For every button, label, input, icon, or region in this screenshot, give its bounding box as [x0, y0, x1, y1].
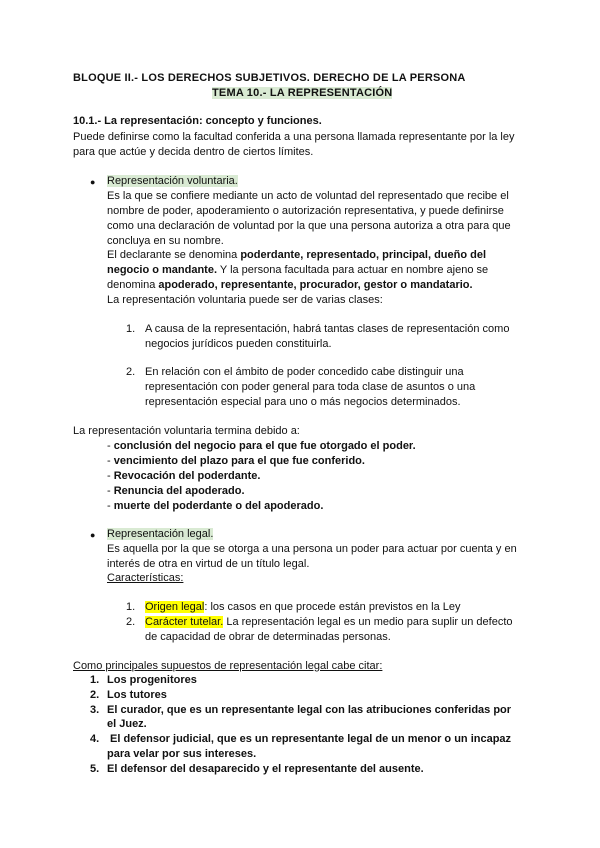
list-item-line: En relación con el ámbito de poder concedido cabe distinguir una [145, 366, 464, 378]
declarante-mid: Y la persona facultada para actuar en nombre ajeno se [217, 264, 489, 276]
supuesto-item: Los progenitores [107, 674, 197, 686]
denomina-pre: denomina [107, 279, 159, 291]
declarante-bold-2: negocio o mandante. [107, 264, 218, 276]
declarante-pre: El declarante se denomina [107, 249, 241, 261]
list-number: 5. [90, 763, 100, 775]
termina-item-text: conclusión del negocio para el que fue otorgado el poder. [113, 440, 416, 452]
denomina-bold: apoderado, representante, procurador, gestor o mandatario. [158, 279, 473, 291]
declarante-line-2 [107, 263, 488, 278]
list-item-line: representación con poder general para toda clase de asuntos o una [145, 381, 476, 393]
caracteristicas-label: Características: [107, 572, 184, 584]
supuesto-item-line2: para velar por sus intereses. [107, 748, 257, 760]
termina-intro: La representación voluntaria termina debido a: [73, 425, 300, 437]
intro-line-2: para que actúe y decida dentro de ciertos límites. [73, 146, 314, 158]
voluntaria-para-line: como una declaración de voluntad por la que una persona autoriza a otra para que [107, 220, 511, 232]
denomina-line [107, 278, 473, 293]
list-number: 4. [90, 733, 100, 745]
declarante-line [107, 248, 486, 263]
voluntaria-heading-text: Representación voluntaria. [107, 175, 238, 187]
legal-list-line2: de capacidad de obrar de determinadas personas. [145, 631, 391, 643]
termina-item [107, 484, 245, 499]
bullet-icon: ● [90, 530, 96, 540]
legal-list-text: : los casos en que procede están previstos en la Ley [204, 601, 461, 613]
list-item-line: A causa de la representación, habrá tantas clases de representación como [145, 323, 510, 335]
list-item-line: representación especial para uno o más negocios determinados. [145, 396, 461, 408]
list-item-line: negocios jurídicos pueden constituirla. [145, 338, 332, 350]
dash: - [107, 455, 114, 467]
bloque-title: BLOQUE II.- LOS DERECHOS SUBJETIVOS. DERECHO DE LA PERSONA [73, 72, 466, 84]
dash: - [107, 500, 114, 512]
legal-para-line: Es aquella por la que se otorga a una persona un poder para actuar por cuenta y en [107, 543, 517, 555]
supuesto-item: Los tutores [107, 689, 167, 701]
declarante-bold: poderdante, representado, principal, dueño del [240, 249, 487, 261]
highlight-term: Carácter tutelar. [145, 616, 224, 628]
list-number: 2. [126, 366, 136, 378]
dash: - [107, 440, 114, 452]
termina-item [107, 439, 416, 454]
list-number: 1. [126, 323, 136, 335]
termina-item-text: vencimiento del plazo para el que fue conferido. [113, 455, 365, 467]
dash: - [107, 485, 114, 497]
legal-heading-text: Representación legal. [107, 528, 214, 540]
legal-list-text: La representación legal es un medio para suplir un defecto [223, 616, 513, 628]
list-number: 1. [126, 601, 136, 613]
list-number: 2. [126, 616, 136, 628]
supuesto-item: El curador, que es un representante legal con las atribuciones conferidas por [107, 704, 512, 716]
termina-item [107, 469, 260, 484]
termina-item [107, 454, 365, 469]
termina-item-text: muerte del poderdante o del apoderado. [113, 500, 324, 512]
highlight-term: Origen legal [145, 601, 205, 613]
list-number: 1. [90, 674, 100, 686]
list-number: 2. [90, 689, 100, 701]
legal-list-item [145, 615, 513, 630]
legal-para-line: interés de otra en virtud de un título legal. [107, 558, 310, 570]
voluntaria-para-line: Es la que se confiere mediante un acto de voluntad del representado que recibe el [107, 190, 509, 202]
clases-line: La representación voluntaria puede ser de varias clases: [107, 294, 383, 306]
tema-title-text: TEMA 10.- LA REPRESENTACIÓN [212, 87, 393, 99]
voluntaria-heading [107, 174, 238, 189]
section-title: 10.1.- La representación: concepto y funciones. [73, 115, 322, 127]
supuestos-intro: Como principales supuestos de representación legal cabe citar: [73, 660, 383, 672]
voluntaria-para-line: nombre de poder, apoderamiento o autorización representativa, y puede definirse [107, 205, 504, 217]
tema-title [212, 86, 392, 101]
dash: - [107, 470, 114, 482]
supuesto-item: El defensor del desaparecido y el representante del ausente. [107, 763, 424, 775]
termina-item-text: Renuncia del apoderado. [113, 485, 245, 497]
supuesto-item-line2: el Juez. [107, 718, 147, 730]
termina-item-text: Revocación del poderdante. [113, 470, 261, 482]
intro-line-1: Puede definirse como la facultad conferida a una persona llamada representante por la ley [73, 131, 515, 143]
bullet-icon: ● [90, 177, 96, 187]
legal-heading [107, 527, 213, 542]
voluntaria-para-line: concluya en su nombre. [107, 235, 224, 247]
termina-item [107, 499, 323, 514]
legal-list-item [145, 600, 461, 615]
list-number: 3. [90, 704, 100, 716]
supuesto-item: El defensor judicial, que es un representante legal de un menor o un incapaz [107, 733, 512, 745]
